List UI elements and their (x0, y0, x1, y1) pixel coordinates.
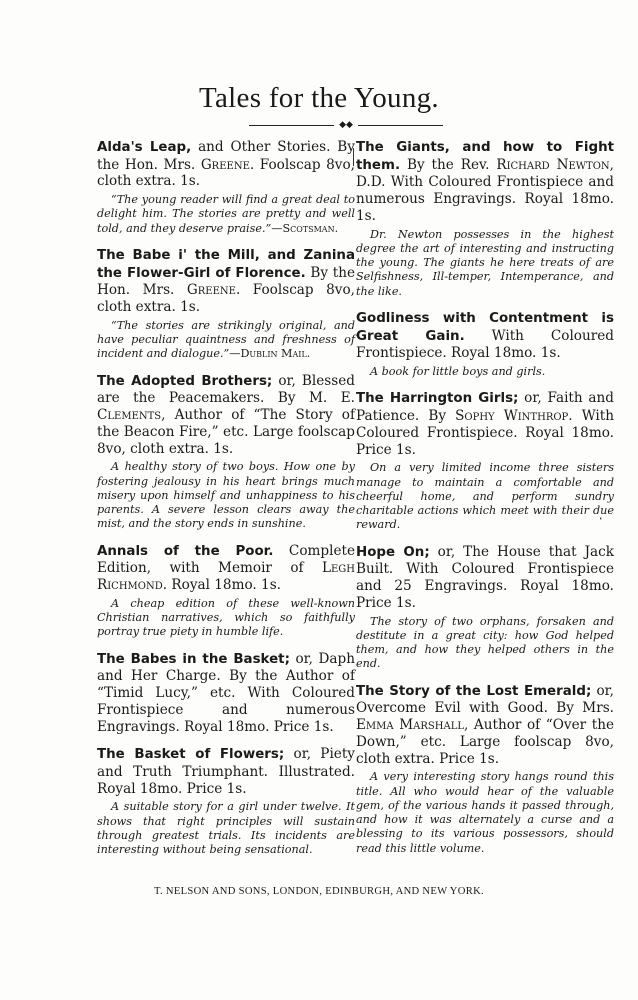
book-details: . With Coloured Frontispiece. Royal 18mo. Price 1s. (356, 408, 614, 458)
book-description (356, 139, 614, 225)
review-source: Dublin Mail. (240, 347, 311, 361)
author-name: Richard Newton (496, 156, 610, 173)
book-review (356, 365, 614, 379)
book-review (97, 193, 355, 236)
stray-mark: ‘ (599, 515, 603, 527)
book-title: Godliness with Contentment is Great Gain. (356, 311, 614, 344)
review-source: Scotsman. (282, 221, 339, 235)
book-review (97, 319, 355, 362)
author-name: Legh Richmond (97, 560, 355, 594)
book-description (97, 746, 355, 797)
book-title: The Harrington Girls; (356, 391, 519, 407)
review-text: Dr. Newton possesses in the highest degree the art of interesting and instructing the young. The giants he here treats of are Selfishness, Ill-temper, Intemperance, and the like. (356, 227, 614, 298)
book-description (97, 373, 355, 458)
book-title: Alda's Leap, (97, 140, 192, 155)
book-details: , Author of “Over the Down,” etc. Large foolscap 8vo, cloth extra. Price 1s. (356, 717, 614, 767)
book-entry (97, 651, 355, 736)
book-entry (356, 544, 614, 672)
book-entry (356, 683, 614, 856)
book-review (97, 597, 355, 640)
book-entry (97, 543, 355, 640)
book-title: The Basket of Flowers; (97, 747, 285, 763)
book-description (356, 683, 614, 768)
book-entry (356, 390, 614, 532)
review-text: A healthy story of two boys. How one by fostering jealousy in his heart brings much misery upon himself and unhappiness to his parents. A severe lesson clears away the mist, and the story ends in sunshine. (97, 460, 355, 531)
review-text: A suitable story for a girl under twelve. It shows that right principles will sustain through greatest trials. Its incidents are interesting without being sensational. (97, 800, 355, 857)
book-review (356, 615, 614, 672)
book-details: or, Piety and Truth Triumphant. Illustrated. Royal 18mo. Price 1s. (97, 746, 355, 797)
book-details: With Coloured Frontispiece. Royal 18mo. 1s. (356, 327, 614, 362)
book-description (97, 543, 355, 594)
book-details: Complete Edition, with Memoir of (97, 542, 356, 577)
book-review (356, 461, 614, 532)
author-name: Clements (97, 407, 162, 424)
author-name: Sophy Winthrop (455, 408, 569, 425)
review-text: The story of two orphans, forsaken and destitute in a great city: how God helped them, and how they helped others in the end. (356, 614, 614, 671)
left-column (97, 139, 355, 869)
author-name: Emma Marshall (356, 717, 464, 734)
book-description (356, 310, 614, 362)
review-text: “The young reader will find a great deal to delight him. The stories are pretty and well told, and they deserve praise.”— (97, 193, 355, 235)
book-details: or, The House that Jack Built. With Coloured Frontispiece and 25 Engravings. Royal 18mo. Price 1s. (356, 543, 614, 611)
review-text: A very interesting story hangs round this title. All who would hear of the valuable gem, of the various hands it passed through, and how it was alternately a curse and a blessing to its various possessors, should read this little volume. (356, 770, 614, 855)
book-title: The Adopted Brothers; (97, 373, 273, 389)
book-review (97, 800, 355, 857)
book-details: or, Daph and Her Charge. By the Author of “Timid Lucy,” etc. With Coloured Frontispiece and numerous Engravings. Royal 18mo. Price 1s. (97, 650, 355, 735)
book-details: and Other Stories. By the Hon. Mrs. (97, 139, 355, 173)
book-description (356, 390, 614, 458)
book-details: or, Overcome Evil with Good. By Mrs. (356, 682, 614, 717)
book-details: . Foolscap 8vo, cloth extra. 1s. (97, 282, 355, 316)
book-title: Hope On; (356, 544, 430, 560)
review-text: A cheap edition of these well-known Christian narratives, which so faithfully portray true piety in humble life. (97, 596, 355, 639)
book-description (356, 544, 614, 612)
book-description (97, 247, 355, 316)
right-column (356, 139, 614, 867)
review-text: On a very limited income three sisters manage to maintain a comfortable and cheerful home, and perform sundry charitable actions which meet with their due reward. (356, 461, 614, 532)
book-title: The Giants, and how to Fight them. (356, 140, 614, 173)
book-details: . Royal 18mo. 1s. (162, 577, 282, 594)
book-review (356, 228, 614, 299)
author-name: Greene (200, 156, 250, 173)
book-details: or, Faith and Patience. By (356, 390, 614, 425)
book-details: , D.D. With Coloured Frontispiece and numerous Engravings. Royal 18mo. 1s. (356, 156, 614, 224)
book-entry (356, 310, 614, 379)
book-title: The Babe i' the Mill, and Zanina the Flower-Girl of Florence. (97, 248, 355, 281)
book-title: Annals of the Poor. (97, 543, 274, 559)
book-details: or, Blessed are the Peacemakers. By M. E. (97, 372, 355, 407)
book-entry (356, 139, 614, 299)
book-entry (97, 139, 355, 236)
book-review (97, 460, 355, 531)
book-entry (97, 746, 355, 857)
publisher-footer: T. NELSON AND SONS, LONDON, EDINBURGH, AND NEW YORK. (154, 886, 484, 897)
book-details: . Foolscap 8vo, cloth extra. 1s. (97, 156, 355, 190)
book-title: The Story of the Lost Emerald; (356, 683, 592, 699)
page-title: Tales for the Young. (199, 82, 439, 114)
book-entry (97, 373, 355, 532)
book-review (356, 770, 614, 856)
book-title: The Babes in the Basket; (97, 651, 290, 667)
book-details: By the Rev. (400, 156, 497, 173)
title-ornament: ◆◆ (334, 118, 358, 132)
review-text: “The stories are strikingly original, and have peculiar quaintness and freshness of incident and dialogue.”— (97, 318, 355, 361)
book-entry (97, 247, 355, 362)
book-description (97, 139, 355, 190)
book-details: By the Hon. Mrs. (97, 264, 355, 299)
book-description (97, 651, 355, 736)
author-name: Greene (186, 282, 236, 299)
book-details: , Author of “The Story of the Beacon Fire,” etc. Large foolscap 8vo, cloth extra. 1s. (97, 407, 355, 457)
review-text: A book for little boys and girls. (370, 365, 546, 379)
